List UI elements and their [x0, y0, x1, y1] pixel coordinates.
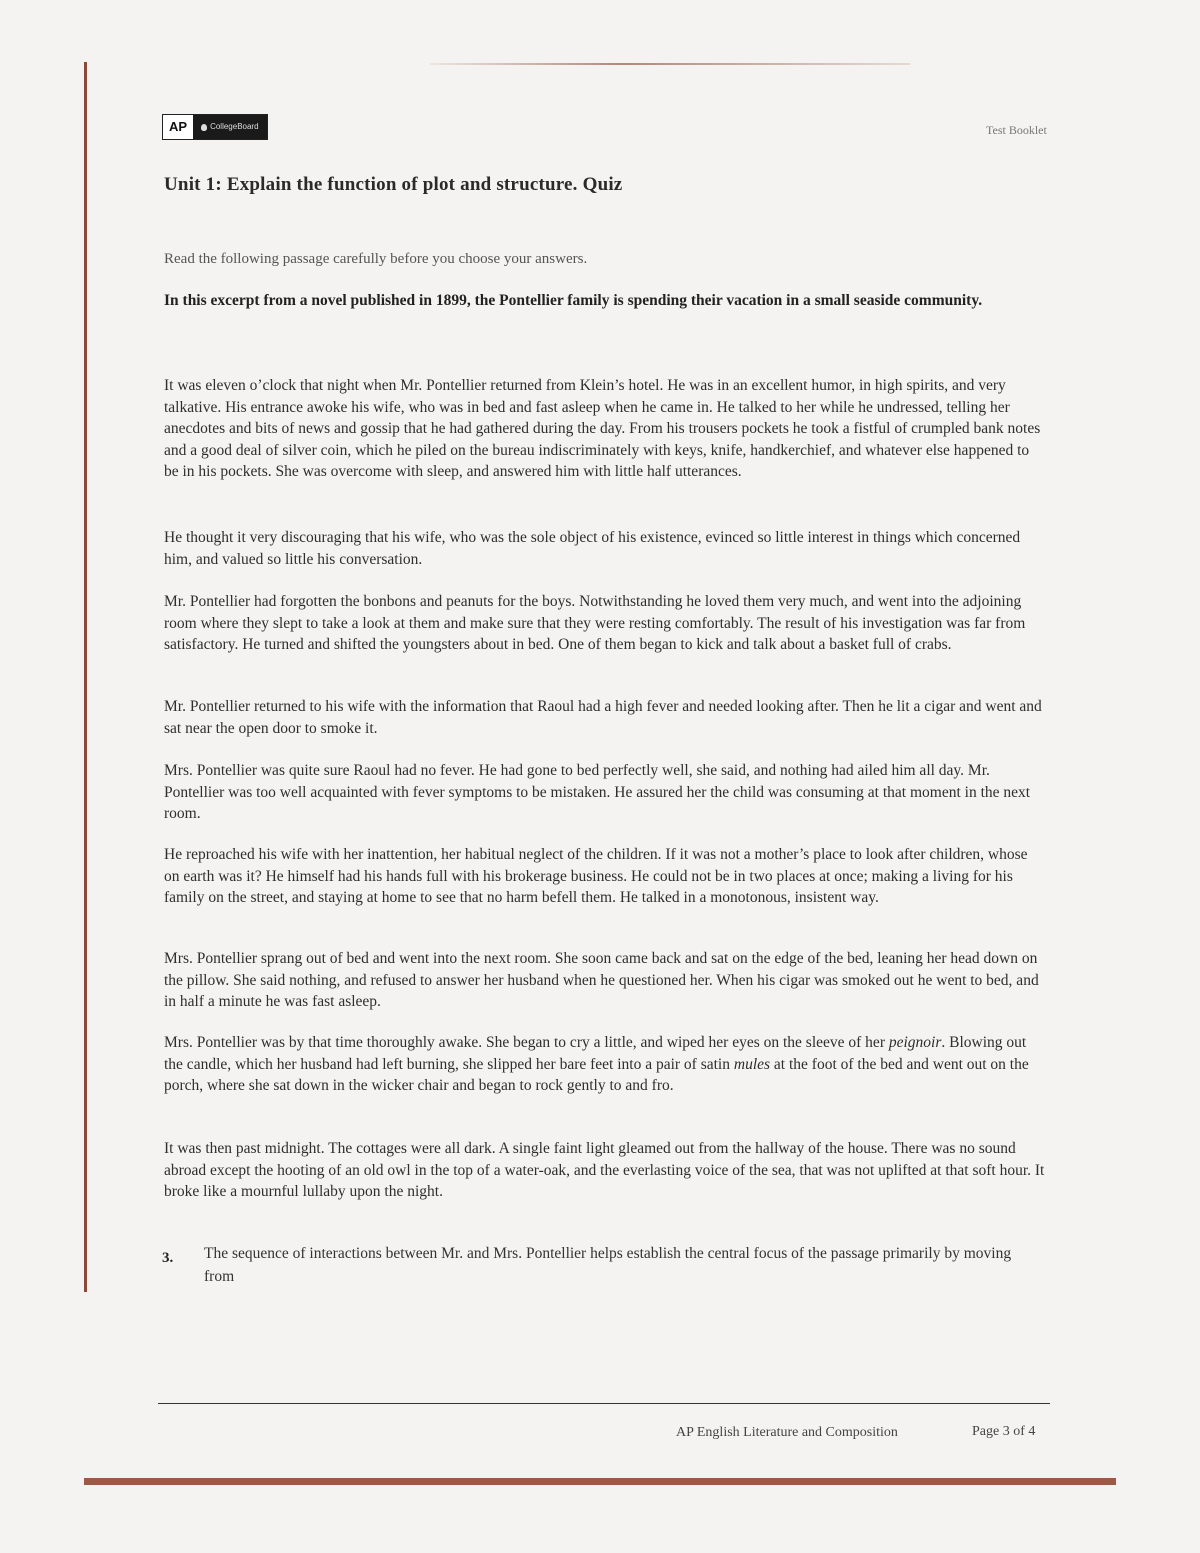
- footer-page-number: Page 3 of 4: [972, 1424, 1036, 1439]
- italic-mules: mules: [733, 1055, 771, 1073]
- logo-ap-text: AP: [163, 115, 193, 139]
- quiz-title: Unit 1: Explain the function of plot and structure. Quiz: [164, 174, 623, 195]
- logo-collegeboard-text: CollegeBoard: [210, 122, 259, 131]
- italic-peignoir: peignoir: [888, 1034, 942, 1051]
- paragraph-8-part-1: Mrs. Pontellier was by that time thoroughly awake. She began to cry a little, and wiped her eyes on the sleeve of her: [164, 1034, 889, 1051]
- paragraph-8-part-2: . Blowing out the candle, which her husband had left burning, she slipped her bare feet into a pair of satin: [164, 1034, 1027, 1073]
- acorn-icon: [201, 124, 207, 131]
- passage-paragraph-9: It was then past midnight. The cottages were all dark. A single faint light gleamed out from the hallway of the house. There was no sound abroad except the hooting of an old owl in the top of a water-oak, and the everlasting voice of the sea, that was not uplifted at that soft hour. It broke like a mournful lullaby upon the night.: [164, 1140, 1045, 1200]
- passage-paragraph-2: He thought it very discouraging that his wife, who was the sole object of his existence, evinced so little interest in things which concerned him, and valued so little his conversation.: [164, 529, 1021, 568]
- instructions: Read the following passage carefully before you choose your answers.: [164, 251, 588, 267]
- passage-intro: In this excerpt from a novel published in 1899, the Pontellier family is spending their vacation in a small seaside community.: [164, 292, 983, 309]
- passage-paragraph-7: Mrs. Pontellier sprang out of bed and went into the next room. She soon came back and sat on the edge of the bed, leaning her head down on the pillow. She said nothing, and refused to answer her husband when he questioned her. When his cigar was smoked out he went to bed, and in half a minute he was fast asleep.: [164, 950, 1039, 1010]
- paragraph-8-part-3: at the foot of the bed and went out on the porch, where she sat down in the wicker chair and began to rock gently to and fro.: [164, 1055, 1029, 1094]
- passage-paragraph-6: He reproached his wife with her inattention, her habitual neglect of the children. If it was not a mother’s place to look after children, whose on earth was it? He himself had his hands full with his brokerage business. He could not be in two places at once; making a living for his family on the street, and staying at home to see that no harm befell them. He talked in a monotonous, insistent way.: [164, 846, 1028, 906]
- passage-paragraph-8: [164, 1032, 1046, 1097]
- question-stem: The sequence of interactions between Mr. and Mrs. Pontellier helps establish the central focus of the passage primarily by moving from: [204, 1245, 1012, 1285]
- page-top-edge: [430, 63, 910, 65]
- passage-paragraph-1: It was eleven o’clock that night when Mr. Pontellier returned from Klein’s hotel. He was in an excellent humor, in high spirits, and very talkative. His entrance awoke his wife, who was in bed and fast asleep when he came in. He talked to her while he undressed, telling her anecdotes and bits of news and gossip that he had gathered during the day. From his trousers pockets he took a fistful of crumpled bank notes and a good deal of silver coin, which he piled on the bureau indiscriminately with keys, knife, handkerchief, and whatever else happened to be in his pockets. She was overcome with sleep, and answered him with little half utterances.: [164, 377, 1041, 480]
- passage-paragraph-3: Mr. Pontellier had forgotten the bonbons and peanuts for the boys. Notwithstanding he loved them very much, and went into the adjoining room where they slept to take a look at them and make sure that they were resting comfortably. The result of his investigation was far from satisfactory. He turned and shifted the youngsters about in bed. One of them began to kick and talk about a basket full of crabs.: [164, 593, 1026, 653]
- ap-collegeboard-logo: [162, 114, 268, 140]
- passage-paragraph-4: Mr. Pontellier returned to his wife with the information that Raoul had a high fever and needed looking after. Then he lit a cigar and went and sat near the open door to smoke it.: [164, 698, 1042, 737]
- footer-course-name: AP English Literature and Composition: [676, 1425, 898, 1440]
- footer-divider: [158, 1403, 1050, 1404]
- page-bottom-edge: [84, 1478, 1116, 1485]
- page-left-edge: [84, 62, 87, 1292]
- test-booklet-label: Test Booklet: [986, 123, 1047, 137]
- logo-collegeboard: [193, 115, 266, 139]
- question-number: 3.: [162, 1250, 174, 1266]
- passage-paragraph-5: Mrs. Pontellier was quite sure Raoul had no fever. He had gone to bed perfectly well, she said, and nothing had ailed him all day. Mr. Pontellier was too well acquainted with fever symptoms to be mistaken. He assured her the child was consuming at that moment in the next room.: [164, 762, 1031, 822]
